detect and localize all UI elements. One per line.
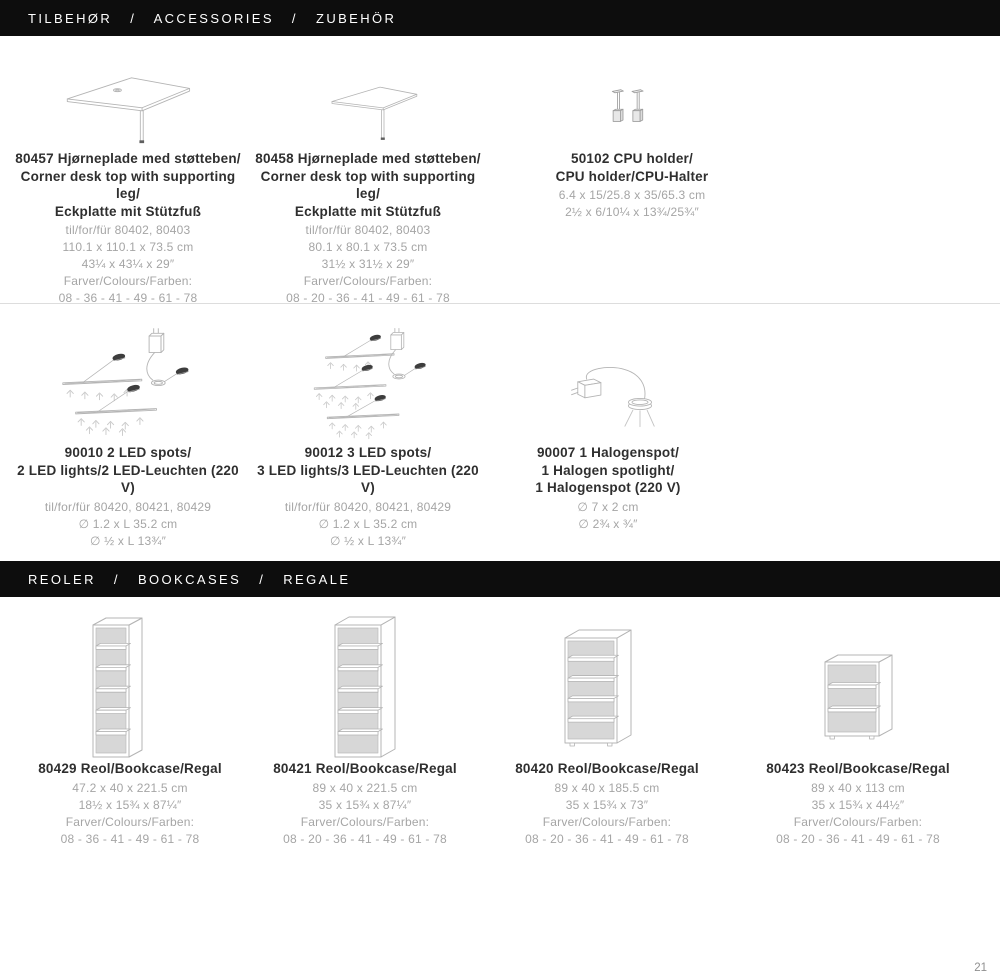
halogen-spot-icon — [558, 364, 658, 428]
detail-line: Farver/Colours/Farben: — [793, 814, 923, 829]
title-line: 90010 2 LED spots/ — [64, 445, 192, 460]
title-line: 90007 1 Halogenspot/ — [536, 445, 680, 460]
product-details — [250, 222, 486, 307]
detail-line: 08 - 20 - 36 - 41 - 49 - 61 - 78 — [525, 831, 689, 846]
detail-line: ∅ 2¾ x ¾″ — [578, 516, 638, 531]
bookcase-icon — [334, 616, 396, 758]
detail-line: til/for/für 80420, 80421, 80429 — [284, 499, 452, 514]
title-line: Eckplatte mit Stützfuß — [54, 203, 202, 219]
detail-line: ∅ 1.2 x L 35.2 cm — [318, 516, 418, 531]
detail-line: Farver/Colours/Farben: — [65, 814, 195, 829]
product-image-box — [514, 66, 750, 150]
detail-line: til/for/für 80420, 80421, 80429 — [44, 499, 212, 514]
detail-line: 08 - 20 - 36 - 41 - 49 - 61 - 78 — [286, 291, 450, 305]
section-banner-bookcases — [0, 561, 1000, 597]
corner-desk-large-icon — [62, 68, 194, 144]
product-image-box — [489, 606, 725, 760]
product-image-box — [10, 320, 246, 444]
detail-line: 08 - 36 - 41 - 49 - 61 - 78 — [60, 831, 200, 846]
title-line: Corner desk top with supporting leg/ — [20, 168, 236, 201]
banner-accessories-label: TILBEHØR / ACCESSORIES / ZUBEHÖR — [28, 10, 397, 26]
led-spots-3-icon — [306, 326, 430, 440]
title-line: 3 LED lights/3 LED-Leuchten (220 V) — [257, 462, 479, 495]
product-image-box — [490, 320, 726, 444]
title-line: 1 Halogenspot (220 V) — [535, 480, 681, 495]
detail-line: 110.1 x 110.1 x 73.5 cm — [62, 240, 194, 254]
product-details — [10, 499, 246, 550]
detail-line: 6.4 x 15/25.8 x 35/65.3 cm — [558, 188, 706, 202]
product-image-box — [247, 606, 483, 760]
product-details — [10, 222, 246, 307]
section-divider — [0, 303, 1000, 304]
corner-desk-small-icon — [308, 75, 428, 144]
product-image-box — [10, 66, 246, 150]
banner-bookcases-label: REOLER / BOOKCASES / REGALE — [28, 571, 351, 587]
product-card-90010 — [10, 320, 246, 550]
title-line: 2 LED lights/2 LED-Leuchten (220 V) — [17, 462, 239, 495]
detail-line: ∅ ½ x L 13¾″ — [89, 533, 167, 548]
product-image-box — [12, 606, 248, 760]
product-title — [10, 444, 246, 497]
title-line: Eckplatte mit Stützfuß — [294, 203, 442, 219]
detail-line: 35 x 15¾ x 44½″ — [811, 797, 905, 812]
detail-line: Farver/Colours/Farben: — [303, 274, 433, 288]
product-title — [247, 760, 483, 778]
product-title — [490, 444, 726, 497]
product-card-80423 — [740, 606, 976, 848]
bookcase-icon — [92, 617, 143, 758]
product-title — [250, 150, 486, 220]
product-card-80458 — [250, 66, 486, 307]
detail-line: Farver/Colours/Farben: — [300, 814, 430, 829]
detail-line: 08 - 36 - 41 - 49 - 61 - 78 — [58, 291, 198, 305]
product-title — [489, 760, 725, 778]
title-line: 80421 Reol/Bookcase/Regal — [273, 761, 457, 776]
detail-line: Farver/Colours/Farben: — [542, 814, 672, 829]
led-spots-2-icon — [61, 324, 195, 438]
product-card-80421 — [247, 606, 483, 848]
title-line: 80420 Reol/Bookcase/Regal — [515, 761, 699, 776]
title-line: 80423 Reol/Bookcase/Regal — [766, 761, 950, 776]
product-title — [740, 760, 976, 778]
detail-line: Farver/Colours/Farben: — [63, 274, 193, 288]
title-line: 80458 Hjørneplade med støtteben/ — [255, 151, 481, 166]
title-line: 80457 Hjørneplade med støtteben/ — [15, 151, 241, 166]
product-card-90012 — [250, 320, 486, 550]
page-number: 21 — [974, 962, 987, 974]
title-line: 90012 3 LED spots/ — [304, 445, 432, 460]
detail-line: 18½ x 15¾ x 87¼″ — [78, 797, 182, 812]
title-line: 1 Halogen spotlight/ — [541, 462, 675, 478]
product-details — [489, 780, 725, 848]
detail-line: til/for/für 80402, 80403 — [65, 223, 191, 237]
detail-line: 08 - 20 - 36 - 41 - 49 - 61 - 78 — [283, 831, 447, 846]
product-image-box — [740, 606, 976, 760]
detail-line: 2½ x 6/10¼ x 13¾/25¾″ — [565, 205, 699, 219]
detail-line: ∅ 1.2 x L 35.2 cm — [78, 516, 178, 531]
product-details — [490, 499, 726, 533]
title-line: 80429 Reol/Bookcase/Regal — [38, 761, 222, 776]
detail-line: 89 x 40 x 113 cm — [811, 780, 905, 795]
detail-line: 43¼ x 43¼ x 29″ — [81, 257, 175, 271]
bookcase-icon — [564, 629, 632, 747]
detail-line: 31½ x 31½ x 29″ — [321, 257, 415, 271]
product-details — [247, 780, 483, 848]
product-card-90007 — [490, 320, 726, 533]
detail-line: 35 x 15¾ x 73″ — [565, 797, 649, 812]
detail-line: 08 - 20 - 36 - 41 - 49 - 61 - 78 — [776, 831, 940, 846]
product-card-80457 — [10, 66, 246, 307]
product-image-box — [250, 320, 486, 444]
detail-line: 89 x 40 x 185.5 cm — [554, 780, 660, 795]
title-line: CPU holder/CPU-Halter — [555, 168, 709, 184]
product-title — [10, 150, 246, 220]
product-details — [12, 780, 248, 848]
detail-line: 89 x 40 x 221.5 cm — [312, 780, 418, 795]
section-banner-accessories — [0, 0, 1000, 36]
bookcase-icon — [824, 654, 893, 740]
detail-line: 47.2 x 40 x 221.5 cm — [72, 780, 188, 795]
product-card-80420 — [489, 606, 725, 848]
product-image-box — [250, 66, 486, 150]
detail-line: 80.1 x 80.1 x 73.5 cm — [308, 240, 428, 254]
detail-line: ∅ 7 x 2 cm — [577, 499, 639, 514]
product-title — [250, 444, 486, 497]
title-line: Corner desk top with supporting leg/ — [260, 168, 476, 201]
detail-line: til/for/für 80402, 80403 — [305, 223, 431, 237]
product-title — [12, 760, 248, 778]
product-details — [514, 187, 750, 221]
detail-line: 35 x 15¾ x 87¼″ — [318, 797, 412, 812]
product-title — [514, 150, 750, 185]
product-card-80429 — [12, 606, 248, 848]
title-line: 50102 CPU holder/ — [571, 151, 693, 166]
product-details — [250, 499, 486, 550]
product-card-50102 — [514, 66, 750, 221]
product-details — [740, 780, 976, 848]
detail-line: ∅ ½ x L 13¾″ — [329, 533, 407, 548]
cpu-holder-icon — [607, 82, 657, 130]
